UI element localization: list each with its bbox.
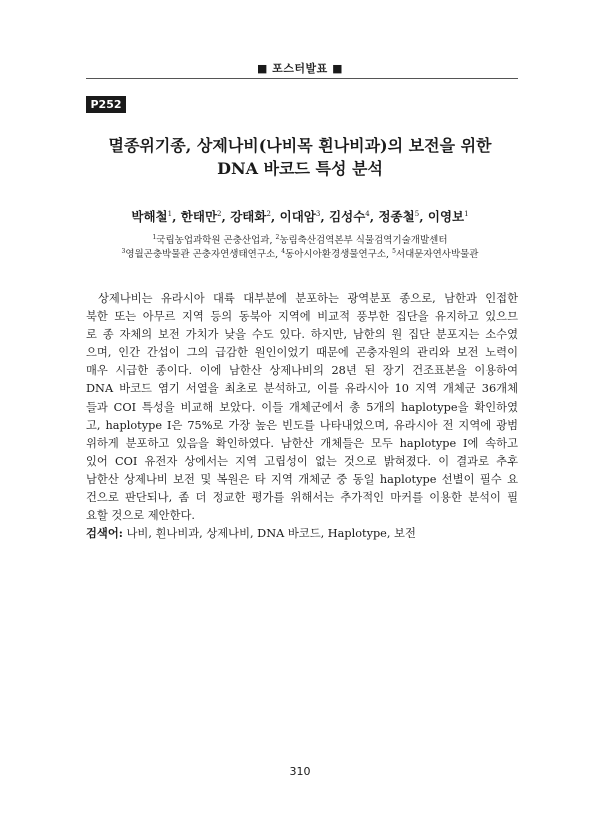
author-affil-sup: 1 — [464, 209, 469, 218]
header-divider — [86, 78, 518, 79]
abstract-line: 들과 COI 특성을 비교해 보았다. 이들 개체군에서 총 5개의 haplotype을 확인하였 — [86, 400, 518, 414]
title-line-1: 멸종위기종, 상제나비(나비목 흰나비과)의 보전을 위한 — [108, 136, 492, 155]
paper-code-badge: P252 — [86, 96, 126, 113]
abstract-line: 고, haplotype I은 75%로 가장 높은 빈도를 나타내었으며, 유라시아 전 지역에 광범 — [86, 418, 518, 432]
affiliation-text: 국립농업과학원 곤충산업과, — [156, 235, 276, 246]
abstract-line: 요할 것으로 제안한다. — [86, 509, 195, 523]
keywords — [86, 525, 518, 541]
author-affil-sup: 5 — [414, 209, 420, 218]
abstract-line: 위하게 분포하고 있음을 확인하였다. 남한산 개체들은 모두 haplotype I에 속하고 — [86, 436, 518, 450]
affil-sup: 2 — [275, 233, 280, 241]
title-line-2: DNA 바코드 특성 분석 — [217, 159, 383, 178]
abstract-body — [86, 290, 518, 525]
page-number: 310 — [289, 765, 311, 778]
affiliation-text: 서대문자연사박물관 — [395, 249, 479, 260]
keywords-label: 검색어: — [86, 526, 123, 540]
author-affil-sup: 2 — [217, 209, 222, 218]
author-name: 이대암 — [279, 209, 316, 224]
abstract-line: 남한산 상제나비 보전 및 복원은 타 지역 개체군 중 동일 haplotype 선별이 필수 요 — [86, 472, 518, 486]
affiliation-text: 동아시아환경생물연구소, — [285, 249, 393, 260]
affil-sup: 5 — [392, 247, 396, 255]
author-name: 박해철 — [131, 209, 168, 224]
affil-sup: 4 — [281, 247, 286, 255]
author-name: 한태만 — [180, 209, 218, 224]
author-affil-sup: 3 — [315, 209, 321, 218]
affiliation-line-1 — [0, 232, 600, 246]
abstract-line: 매우 시급한 종이다. 이에 남한산 상제나비의 28년 된 장기 건조표본을 이용하여 — [86, 364, 518, 378]
abstract-line: 건으로 판단되나, 좀 더 정교한 평가를 위해서는 추가적인 마커를 이용한 분석이 필 — [86, 491, 518, 505]
author-affil-sup: 2 — [266, 209, 271, 218]
affil-sup: 3 — [121, 247, 126, 255]
author-name: 정종철 — [378, 209, 415, 224]
affiliation-line-2 — [0, 246, 600, 260]
section-header: ■ 포스터발표 ■ — [256, 62, 344, 75]
abstract-line: 로 종 자체의 보전 가치가 낮을 수도 있다. 하지만, 남한의 원 집단 분포지는 소수였 — [86, 328, 518, 342]
author-name: 이영보 — [427, 209, 465, 224]
abstract-line: DNA 바코드 염기 서열을 최초로 분석하고, 이를 유라시아 10 지역 개체군 36개체 — [86, 382, 518, 396]
affiliation-text: 농림축산검역본부 식물검역기술개발센터 — [279, 235, 448, 246]
keywords-text: 나비, 흰나비과, 상제나비, DNA 바코드, Haplotype, 보전 — [122, 527, 416, 540]
abstract-line: 북한 또는 아무르 지역 등의 동북아 지역에 비교적 풍부한 집단을 유지하고 있으므 — [86, 310, 518, 324]
author-affil-sup: 1 — [167, 209, 173, 218]
abstract-line: 있어 COI 유전자 상에서는 지역 고립성이 없는 것으로 밝혀졌다. 이 결과로 추후 — [86, 454, 518, 468]
abstract-line: 으며, 인간 간섭이 그의 급감한 원인이었기 때문에 곤충자원의 관리와 보전 노력이 — [86, 346, 518, 360]
author-name: 강태화 — [230, 209, 267, 224]
paper-title — [60, 134, 540, 180]
affil-sup: 1 — [152, 233, 157, 241]
author-affil-sup: 4 — [365, 209, 370, 218]
author-name: 김성수 — [329, 209, 366, 224]
abstract-line: 상제나비는 유라시아 대륙 대부분에 분포하는 광역분포 종으로, 남한과 인접한 — [98, 292, 518, 305]
affiliation-text: 영월곤충박물관 곤충자연생태연구소, — [125, 249, 282, 260]
author-list: 박해철$^1$, 한태만$^2$, 강태화$^2$, 이대암$^3$, 김성수$^4$, 정종철$^5$, 이영보$^1$ — [131, 209, 469, 224]
